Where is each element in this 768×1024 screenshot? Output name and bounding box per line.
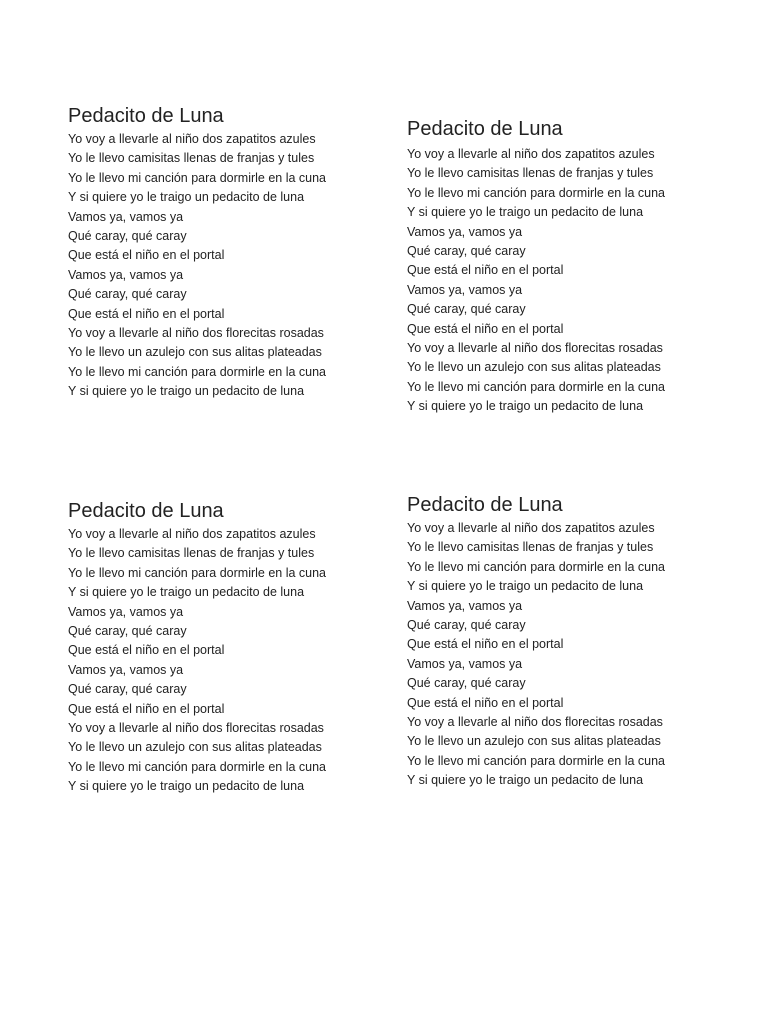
lyric-line: Vamos ya, vamos ya [68, 209, 184, 224]
lyric-line: Yo le llevo mi canción para dormirle en la cuna [68, 759, 327, 774]
lyric-line: Vamos ya, vamos ya [68, 267, 184, 282]
lyric-line: Qué caray, qué caray [407, 676, 526, 691]
lyric-line: Yo voy a llevarle al niño dos florecitas rosadas [68, 326, 324, 341]
lyric-line: Yo le llevo camisitas llenas de franjas y tules [68, 546, 315, 561]
lyric-line: Qué caray, qué caray [68, 682, 187, 697]
lyric-line: Y si quiere yo le traigo un pedacito de luna [68, 190, 305, 205]
lyric-line: Que está el niño en el portal [68, 248, 225, 263]
lyric-line: Yo le llevo un azulejo con sus alitas plateadas [407, 734, 661, 749]
lyric-line: Yo le llevo camisitas llenas de franjas y tules [68, 151, 315, 166]
lyric-line: Yo le llevo mi canción para dormirle en la cuna [407, 753, 666, 768]
lyric-line: Que está el niño en el portal [407, 637, 564, 652]
lyric-line: Yo le llevo mi canción para dormirle en la cuna [407, 559, 666, 574]
lyric-line: Y si quiere yo le traigo un pedacito de luna [68, 585, 305, 600]
lyric-line: Y si quiere yo le traigo un pedacito de luna [68, 384, 305, 399]
lyric-line: Y si quiere yo le traigo un pedacito de luna [407, 399, 644, 414]
lyric-line: Vamos ya, vamos ya [68, 604, 184, 619]
lyric-line: Yo le llevo mi canción para dormirle en la cuna [68, 364, 327, 379]
lyric-line: Vamos ya, vamos ya [68, 662, 184, 677]
lyric-line: Que está el niño en el portal [407, 695, 564, 710]
lyric-line: Yo voy a llevarle al niño dos florecitas rosadas [407, 715, 663, 730]
lyric-line: Y si quiere yo le traigo un pedacito de luna [407, 579, 644, 594]
lyric-line: Yo voy a llevarle al niño dos zapatitos azules [407, 521, 655, 535]
lyric-line: Yo voy a llevarle al niño dos florecitas rosadas [68, 721, 324, 736]
lyric-line: Qué caray, qué caray [407, 244, 526, 259]
song-title: Pedacito de Luna [407, 494, 563, 516]
lyric-line: Vamos ya, vamos ya [407, 656, 523, 671]
lyric-line: Que está el niño en el portal [407, 263, 564, 278]
lyrics-lines [68, 525, 398, 797]
lyric-line: Que está el niño en el portal [68, 701, 225, 716]
lyrics-lines [407, 519, 737, 791]
lyrics-block [407, 493, 737, 791]
lyric-line: Yo le llevo un azulejo con sus alitas plateadas [407, 360, 661, 375]
lyric-line: Qué caray, qué caray [407, 618, 526, 633]
lyric-line: Qué caray, qué caray [68, 229, 187, 244]
lyric-line: Que está el niño en el portal [68, 306, 225, 321]
lyric-line: Vamos ya, vamos ya [407, 598, 523, 613]
lyric-line: Yo voy a llevarle al niño dos zapatitos azules [407, 147, 655, 161]
lyric-line: Y si quiere yo le traigo un pedacito de luna [407, 773, 644, 788]
lyric-line: Que está el niño en el portal [407, 321, 564, 336]
lyric-line: Yo voy a llevarle al niño dos florecitas rosadas [407, 341, 663, 356]
lyric-line: Yo le llevo un azulejo con sus alitas plateadas [68, 345, 322, 360]
lyrics-block [68, 499, 398, 797]
lyric-line: Yo le llevo mi canción para dormirle en la cuna [68, 170, 327, 185]
lyric-line: Yo le llevo camisitas llenas de franjas y tules [407, 166, 654, 181]
lyric-line: Yo le llevo mi canción para dormirle en la cuna [407, 379, 666, 394]
song-title: Pedacito de Luna [68, 500, 224, 522]
lyric-line: Yo voy a llevarle al niño dos zapatitos azules [68, 132, 316, 146]
song-title: Pedacito de Luna [407, 118, 563, 140]
lyric-line: Yo le llevo camisitas llenas de franjas y tules [407, 540, 654, 555]
lyric-line: Y si quiere yo le traigo un pedacito de luna [68, 779, 305, 794]
lyrics-block [407, 117, 737, 417]
lyric-line: Yo le llevo un azulejo con sus alitas plateadas [68, 740, 322, 755]
lyrics-block [68, 104, 398, 402]
lyric-line: Yo le llevo mi canción para dormirle en la cuna [407, 185, 666, 200]
song-title: Pedacito de Luna [68, 105, 224, 127]
lyric-line: Yo voy a llevarle al niño dos zapatitos azules [68, 527, 316, 541]
lyric-line: Qué caray, qué caray [68, 624, 187, 639]
lyric-line: Vamos ya, vamos ya [407, 282, 523, 297]
lyrics-lines [68, 130, 398, 402]
lyric-line: Y si quiere yo le traigo un pedacito de luna [407, 205, 644, 220]
lyric-line: Yo le llevo mi canción para dormirle en la cuna [68, 565, 327, 580]
lyric-line: Que está el niño en el portal [68, 643, 225, 658]
lyric-line: Qué caray, qué caray [68, 287, 187, 302]
lyrics-lines [407, 145, 737, 417]
lyric-line: Vamos ya, vamos ya [407, 224, 523, 239]
lyric-line: Qué caray, qué caray [407, 302, 526, 317]
